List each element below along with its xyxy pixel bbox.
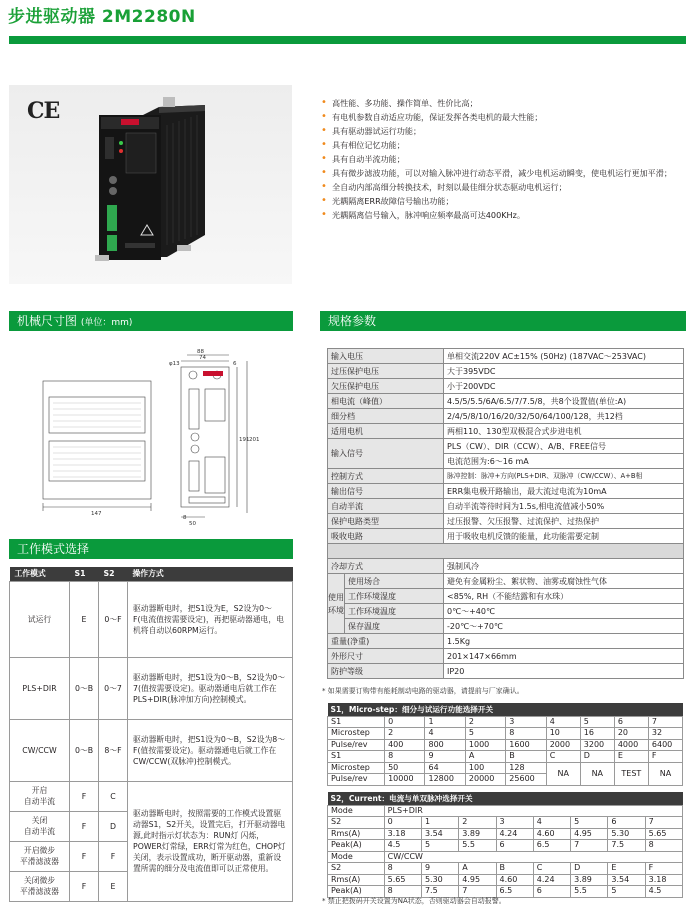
table-cell: 5 xyxy=(421,840,458,852)
mode-label: Mode xyxy=(328,805,385,817)
table-cell: 2000 xyxy=(546,739,580,751)
spec-value: 大于395VDC xyxy=(444,364,684,379)
table-cell: 5.5 xyxy=(459,840,496,852)
table-cell: F xyxy=(648,751,682,763)
current-title: S2，Current：电流与单双脉冲选择开关 xyxy=(328,792,683,805)
section-specs: 规格参数 xyxy=(320,311,686,331)
table-cell: 7 xyxy=(648,716,682,728)
mode-s1: F xyxy=(70,871,99,901)
spec-row xyxy=(328,604,684,619)
spec-row xyxy=(328,499,684,514)
mode-name: 开启 自动半流 xyxy=(10,781,70,811)
mode-s1: E xyxy=(70,581,99,657)
spec-value: 小于200VDC xyxy=(444,379,684,394)
spec-value: IP20 xyxy=(444,664,684,679)
spec-value: 单相交流220V AC±15% (50Hz) (187VAC～253VAC) xyxy=(444,349,684,364)
spec-label: 过压保护电压 xyxy=(328,364,444,379)
table-cell: 0 xyxy=(385,716,425,728)
ce-mark: CE xyxy=(27,98,60,124)
spec-table xyxy=(327,348,684,679)
table-cell: E xyxy=(608,863,645,875)
spec-row xyxy=(328,394,684,409)
table-cell: D xyxy=(580,751,614,763)
table-row xyxy=(328,863,683,875)
table-cell: 4.95 xyxy=(459,874,496,886)
spec-value: 脉冲控制：脉冲+方向(PLS+DIR、双脉冲（CW/CCW）、A+B相 xyxy=(444,469,684,484)
mechanical-drawing xyxy=(9,337,293,532)
table-row xyxy=(328,751,683,763)
dim-8: 8 xyxy=(183,515,187,521)
current-table xyxy=(327,792,683,898)
spec-label: 控制方式 xyxy=(328,469,444,484)
mode-s2: D xyxy=(99,811,128,841)
table-cell: 9 xyxy=(425,751,465,763)
table-row xyxy=(328,817,683,829)
table-row xyxy=(328,828,683,840)
drawing-brand-label xyxy=(203,371,223,376)
spec-row xyxy=(328,574,684,589)
table-cell: 32 xyxy=(648,728,682,740)
table-cell: NA xyxy=(648,762,682,785)
table-cell: 3.54 xyxy=(608,874,645,886)
spec-label: 使用场合 xyxy=(345,574,444,589)
mode-s2: E xyxy=(99,871,128,901)
table-cell: 3.89 xyxy=(459,828,496,840)
spec-note: * 如果需要订购带有能耗制动电路的驱动器，请提前与厂家确认。 xyxy=(322,687,524,695)
spec-label: 防护等级 xyxy=(328,664,444,679)
feature-item: • 具有自动半流功能； xyxy=(319,152,687,166)
table-cell: 7 xyxy=(645,817,682,829)
spec-value: 避免有金属粉尘、絮状物、油雾或腐蚀性气体 xyxy=(444,574,684,589)
table-cell: NA xyxy=(580,762,614,785)
feature-list xyxy=(319,96,687,222)
mode-s1: F xyxy=(70,841,99,871)
table-cell: 6400 xyxy=(648,739,682,751)
table-cell: 8 xyxy=(384,863,421,875)
table-cell: 2 xyxy=(385,728,425,740)
table-cell: 20000 xyxy=(465,774,505,786)
table-row xyxy=(328,739,683,751)
table-row xyxy=(328,840,683,852)
spec-row xyxy=(328,349,684,364)
spec-row xyxy=(328,469,684,484)
table-cell: S2 xyxy=(328,817,385,829)
mode-value: CW/CCW xyxy=(384,851,682,863)
spec-row xyxy=(328,649,684,664)
mode-row xyxy=(328,851,683,863)
feature-item: • 具有驱动器试运行功能； xyxy=(319,124,687,138)
table-cell: 5.30 xyxy=(421,874,458,886)
table-cell: Pulse/rev xyxy=(328,774,385,786)
mode-name: 开启微步 平滑滤波器 xyxy=(10,841,70,871)
spec-value: 201×147×66mm xyxy=(444,649,684,664)
table-cell: NA xyxy=(546,762,580,785)
mode-s1: 0～B xyxy=(70,719,99,781)
feature-item: • 具有相位记忆功能； xyxy=(319,138,687,152)
table-cell: 800 xyxy=(425,739,465,751)
dimension-drawing xyxy=(9,337,293,532)
table-cell: 6 xyxy=(533,886,570,898)
mode-name: CW/CCW xyxy=(10,719,70,781)
table-cell: 5.30 xyxy=(608,828,645,840)
table-cell: Microstep xyxy=(328,728,385,740)
table-cell: 1 xyxy=(425,716,465,728)
table-cell: S1 xyxy=(328,751,385,763)
spec-value: 两相110、130型双极混合式步进电机 xyxy=(444,424,684,439)
section-work-mode: 工作模式选择 xyxy=(9,539,293,559)
mode-header: S1 xyxy=(70,567,99,581)
mode-s1: F xyxy=(70,811,99,841)
mode-row xyxy=(10,719,293,781)
spec-row xyxy=(328,634,684,649)
mode-row xyxy=(10,657,293,719)
feature-item: • 具有微步滤波功能，可以对输入脉冲进行动态平滑，减少电机运动瞬变，使电机运行更加平滑； xyxy=(319,166,687,180)
table-cell: D xyxy=(571,863,608,875)
spec-value: ERR集电极开路输出，最大流过电流为10mA xyxy=(444,484,684,499)
dim-147: 147 xyxy=(91,511,102,517)
spec-label: 输出信号 xyxy=(328,484,444,499)
table-cell: 4 xyxy=(546,716,580,728)
mode-s2: 0～7 xyxy=(99,657,128,719)
spec-label: 输入电压 xyxy=(328,349,444,364)
table-cell: 10000 xyxy=(385,774,425,786)
table-cell: 4.95 xyxy=(571,828,608,840)
feature-item: • 高性能、多功能、操作简单、性价比高； xyxy=(319,96,687,110)
table-cell: 128 xyxy=(506,762,546,774)
table-cell: 1000 xyxy=(465,739,505,751)
section-mechanical-title: 机械尺寸图 xyxy=(17,314,78,328)
table-cell: 3.18 xyxy=(645,874,682,886)
mode-label: Mode xyxy=(328,851,385,863)
spec-value: 2/4/5/8/10/16/20/32/50/64/100/128，共12档 xyxy=(444,409,684,424)
spec-value: PLS（CW）、DIR（CCW）、A/B、FREE信号 xyxy=(444,439,684,454)
spec-label: 重量(净重) xyxy=(328,634,444,649)
table-cell: F xyxy=(645,863,682,875)
table-cell: 4.24 xyxy=(533,874,570,886)
mode-s2: F xyxy=(99,841,128,871)
table-cell: Microstep xyxy=(328,762,385,774)
table-cell: A xyxy=(459,863,496,875)
mode-s2: 0～F xyxy=(99,581,128,657)
table-cell: 4 xyxy=(533,817,570,829)
spec-row xyxy=(328,409,684,424)
spec-row xyxy=(328,529,684,544)
spec-label: 工作环境湿度 xyxy=(345,589,444,604)
mode-header: S2 xyxy=(99,567,128,581)
table-cell: B xyxy=(506,751,546,763)
spec-label: 吸收电路 xyxy=(328,529,444,544)
spec-value: 4.5/5/5.5/6A/6.5/7/7.5/8，共8个设置值(单位:A) xyxy=(444,394,684,409)
spec-row xyxy=(328,664,684,679)
table-cell: 5.65 xyxy=(384,874,421,886)
table-cell: Peak(A) xyxy=(328,840,385,852)
table-cell: TEST xyxy=(614,762,648,785)
dim-88: 88 xyxy=(197,349,204,355)
spec-row xyxy=(328,589,684,604)
dim-191: 191 xyxy=(239,437,250,443)
feature-item: • 光耦隔离ERR故障信号输出功能； xyxy=(319,194,687,208)
table-cell: 3200 xyxy=(580,739,614,751)
table-cell: 5.5 xyxy=(571,886,608,898)
spec-value: 1.5Kg xyxy=(444,634,684,649)
table-cell: 2 xyxy=(459,817,496,829)
spec-label: 欠压保护电压 xyxy=(328,379,444,394)
spec-value: -20℃～+70℃ xyxy=(444,619,684,634)
table-cell: Peak(A) xyxy=(328,886,385,898)
table-cell: 4.24 xyxy=(496,828,533,840)
table-cell: 6 xyxy=(496,840,533,852)
spec-value: 自动半流等待时间为1.5s,相电流值减小50% xyxy=(444,499,684,514)
table-cell: 400 xyxy=(385,739,425,751)
mode-desc: 驱动器断电时，把S1设为0～B，S2设为0～7(值按需要设定)。驱动器通电后就工作在PLS+DIR(脉冲加方向)控制模式。 xyxy=(128,657,293,719)
dim-phi13: φ13 xyxy=(169,361,180,367)
table-cell: 2 xyxy=(465,716,505,728)
mode-desc: 驱动器断电时，把S1设为E，S2设为0～F(电流值按需要设定)，再把驱动器通电，电机将自动以60RPM运行。 xyxy=(128,581,293,657)
spec-row xyxy=(328,439,684,454)
table-cell: S2 xyxy=(328,863,385,875)
table-row xyxy=(328,728,683,740)
feature-item: • 有电机参数自动适应功能，保证发挥各类电机的最大性能； xyxy=(319,110,687,124)
mode-s2: C xyxy=(99,781,128,811)
mode-header: 操作方式 xyxy=(128,567,293,581)
header-bar xyxy=(9,36,686,44)
table-cell: 9 xyxy=(421,863,458,875)
table-cell: 7 xyxy=(459,886,496,898)
table-cell: 4.5 xyxy=(384,840,421,852)
spec-row xyxy=(328,619,684,634)
table-cell: 5 xyxy=(571,817,608,829)
page-title: 步进驱动器 2M2280N xyxy=(8,7,196,27)
microstep-title: S1，Micro-step：细分与试运行功能选择开关 xyxy=(328,703,683,716)
spec-label: 适用电机 xyxy=(328,424,444,439)
current-note: * 禁止把拨码开关设置为NA状态，否则驱动器会自动报警。 xyxy=(322,897,506,905)
table-row xyxy=(328,874,683,886)
mode-name: 试运行 xyxy=(10,581,70,657)
spec-label: 外形尺寸 xyxy=(328,649,444,664)
table-cell: A xyxy=(465,751,505,763)
table-cell: E xyxy=(614,751,648,763)
table-cell: 6 xyxy=(608,817,645,829)
spec-label: 保存温度 xyxy=(345,619,444,634)
work-mode-table xyxy=(9,567,293,902)
dim-50: 50 xyxy=(189,521,196,527)
table-cell: 6.5 xyxy=(533,840,570,852)
spec-value: 用于吸收电机反馈的能量，此功能需要定制 xyxy=(444,529,684,544)
table-cell: C xyxy=(546,751,580,763)
table-cell: 50 xyxy=(385,762,425,774)
table-cell: 64 xyxy=(425,762,465,774)
table-cell: 8 xyxy=(506,728,546,740)
mode-row xyxy=(10,581,293,657)
feature-item: • 光耦隔离信号输入，脉冲响应频率最高可达400KHz。 xyxy=(319,208,687,222)
mode-desc: 驱动器断电时，按照需要的工作模式设置驱动器S1，S2开关，设置完后，打开驱动器电源,此时指示灯状态为：RUN灯 闪烁，POWER灯常绿，ERR灯常为红色，CHOP灯关闭，表示设置成功，断开驱动器，重新设置所需的细分及电流值即可以正常使用。 xyxy=(128,781,293,901)
table-cell: 8 xyxy=(645,840,682,852)
table-cell: 1 xyxy=(421,817,458,829)
table-cell: 3 xyxy=(506,716,546,728)
table-cell: 5 xyxy=(608,886,645,898)
spec-row xyxy=(328,484,684,499)
feature-item: • 全自动内部高细分转换技术，时刻以最佳细分状态驱动电机运行； xyxy=(319,180,687,194)
mode-header: 工作模式 xyxy=(10,567,70,581)
table-cell: 3 xyxy=(496,817,533,829)
spec-env-label: 使用环境 xyxy=(328,574,345,634)
spec-value: 强制风冷 xyxy=(444,559,684,574)
dim-201: 201 xyxy=(249,437,260,443)
table-cell: 7.5 xyxy=(608,840,645,852)
table-cell: 25600 xyxy=(506,774,546,786)
table-cell: 10 xyxy=(546,728,580,740)
table-row xyxy=(328,762,683,774)
table-cell: 4000 xyxy=(614,739,648,751)
table-cell: 20 xyxy=(614,728,648,740)
spec-value: 过压报警、欠压报警、过流保护、过热保护 xyxy=(444,514,684,529)
table-cell: 3.18 xyxy=(384,828,421,840)
table-cell: 4.60 xyxy=(533,828,570,840)
table-cell: 3.54 xyxy=(421,828,458,840)
table-cell: 12800 xyxy=(425,774,465,786)
table-cell: 6 xyxy=(614,716,648,728)
spec-row xyxy=(328,424,684,439)
spec-value: 电流范围为:6～16 mA xyxy=(444,454,684,469)
table-cell: 8 xyxy=(385,751,425,763)
table-cell: Rms(A) xyxy=(328,874,385,886)
table-cell: 5 xyxy=(465,728,505,740)
section-mechanical-unit: (单位：mm) xyxy=(80,318,133,328)
table-cell: 0 xyxy=(384,817,421,829)
spec-row xyxy=(328,364,684,379)
mode-value: PLS+DIR xyxy=(384,805,682,817)
table-cell: S1 xyxy=(328,716,385,728)
mode-name: PLS+DIR xyxy=(10,657,70,719)
spec-label: 自动半流 xyxy=(328,499,444,514)
table-cell: 4.60 xyxy=(496,874,533,886)
mode-s2: 8～F xyxy=(99,719,128,781)
table-cell: 6.5 xyxy=(496,886,533,898)
mode-s1: 0～B xyxy=(70,657,99,719)
dim-6: 6 xyxy=(233,361,237,367)
table-cell: 7 xyxy=(571,840,608,852)
table-cell: 3.89 xyxy=(571,874,608,886)
spec-label: 输入信号 xyxy=(328,439,444,469)
table-cell: 4.5 xyxy=(645,886,682,898)
mode-row xyxy=(10,781,293,811)
mode-row xyxy=(328,805,683,817)
spec-row xyxy=(328,379,684,394)
table-row xyxy=(328,716,683,728)
spec-label: 保护电路类型 xyxy=(328,514,444,529)
table-cell: 8 xyxy=(384,886,421,898)
table-cell: C xyxy=(533,863,570,875)
mode-desc: 驱动器断电时，把S1设为0～B，S2设为8～F(值按需要设定)。驱动器通电后就工作在CW/CCW(双脉冲)控制模式。 xyxy=(128,719,293,781)
table-cell: 7.5 xyxy=(421,886,458,898)
spec-label: 冷却方式 xyxy=(328,559,444,574)
table-cell: 1600 xyxy=(506,739,546,751)
table-cell: Rms(A) xyxy=(328,828,385,840)
mode-name: 关闭微步 平滑滤波器 xyxy=(10,871,70,901)
mode-name: 关闭 自动半流 xyxy=(10,811,70,841)
table-cell: 100 xyxy=(465,762,505,774)
microstep-table xyxy=(327,703,683,786)
dim-74: 74 xyxy=(199,355,206,361)
table-cell: B xyxy=(496,863,533,875)
spec-label: 细分档 xyxy=(328,409,444,424)
mode-s1: F xyxy=(70,781,99,811)
spec-value: <85%, RH（不能结露和有水珠） xyxy=(444,589,684,604)
table-cell: 16 xyxy=(580,728,614,740)
spec-label: 工作环境温度 xyxy=(345,604,444,619)
spec-label: 相电流（峰值） xyxy=(328,394,444,409)
spec-value: 0℃～+40℃ xyxy=(444,604,684,619)
table-cell: 5.65 xyxy=(645,828,682,840)
table-cell: 5 xyxy=(580,716,614,728)
table-cell: Pulse/rev xyxy=(328,739,385,751)
table-cell: 4 xyxy=(425,728,465,740)
spec-gap-row xyxy=(328,544,684,559)
section-mechanical xyxy=(9,311,293,331)
spec-row xyxy=(328,559,684,574)
spec-row xyxy=(328,514,684,529)
